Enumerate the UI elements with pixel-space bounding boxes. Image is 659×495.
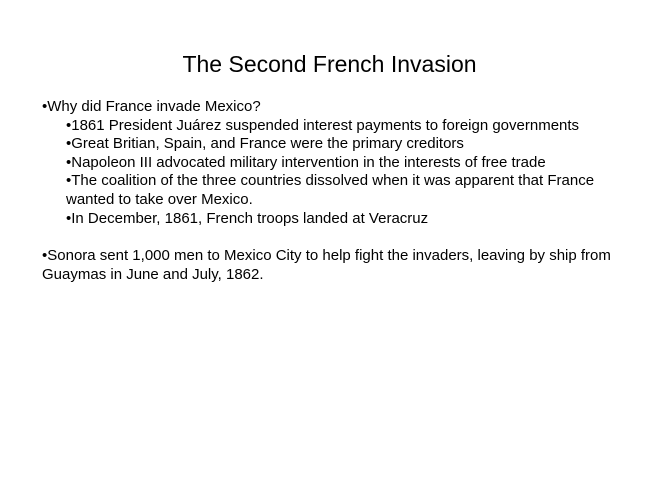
spacer [42,228,622,246]
reason-item: •1861 President Juárez suspended interest payments to foreign governments [66,116,580,134]
reason-item: •In December, 1861, French troops landed at Veracruz [66,209,429,227]
question-bullet: •Why did France invade Mexico? [42,98,261,115]
reason-item: •Napoleon III advocated military intervention in the interests of free trade [66,153,546,171]
slide-body [42,98,622,284]
reason-item: •The coalition of the three countries dissolved when it was apparent that France wanted to take over Mexico. [66,172,595,208]
reasons-list [42,117,622,229]
reason-item: •Great Britian, Spain, and France were the primary creditors [66,135,464,153]
sonora-bullet: •Sonora sent 1,000 men to Mexico City to help fight the invaders, leaving by ship from Guaymas in June and July, 1862. [42,247,611,284]
slide-title: The Second French Invasion [182,51,477,77]
